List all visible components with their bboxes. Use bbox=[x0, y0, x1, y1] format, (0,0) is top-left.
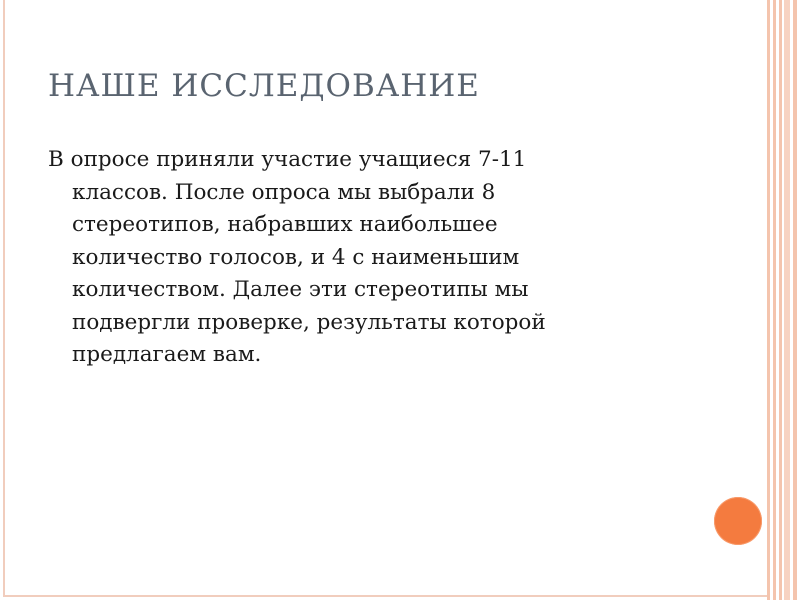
slide-body bbox=[48, 144, 628, 372]
frame-left-line bbox=[3, 0, 5, 596]
stripe bbox=[784, 0, 790, 600]
slide-title: НАШЕ ИССЛЕДОВАНИЕ bbox=[48, 68, 480, 104]
stripe bbox=[793, 0, 797, 600]
stripe bbox=[779, 0, 782, 600]
stripe bbox=[767, 0, 770, 600]
frame-bottom-line bbox=[3, 595, 769, 597]
body-paragraph: В опросе приняли участие учащиеся 7-11 классов. После опроса мы выбрали 8 стереотипов, набравших наибольшее количество голосов, и 4 с наименьшим количеством. Далее эти стереотипы мы подвергли проверке, результаты которой предлагаем вам. bbox=[48, 147, 546, 367]
stripe bbox=[773, 0, 776, 600]
decorative-stripes bbox=[762, 0, 800, 600]
orange-circle-icon bbox=[714, 497, 762, 545]
